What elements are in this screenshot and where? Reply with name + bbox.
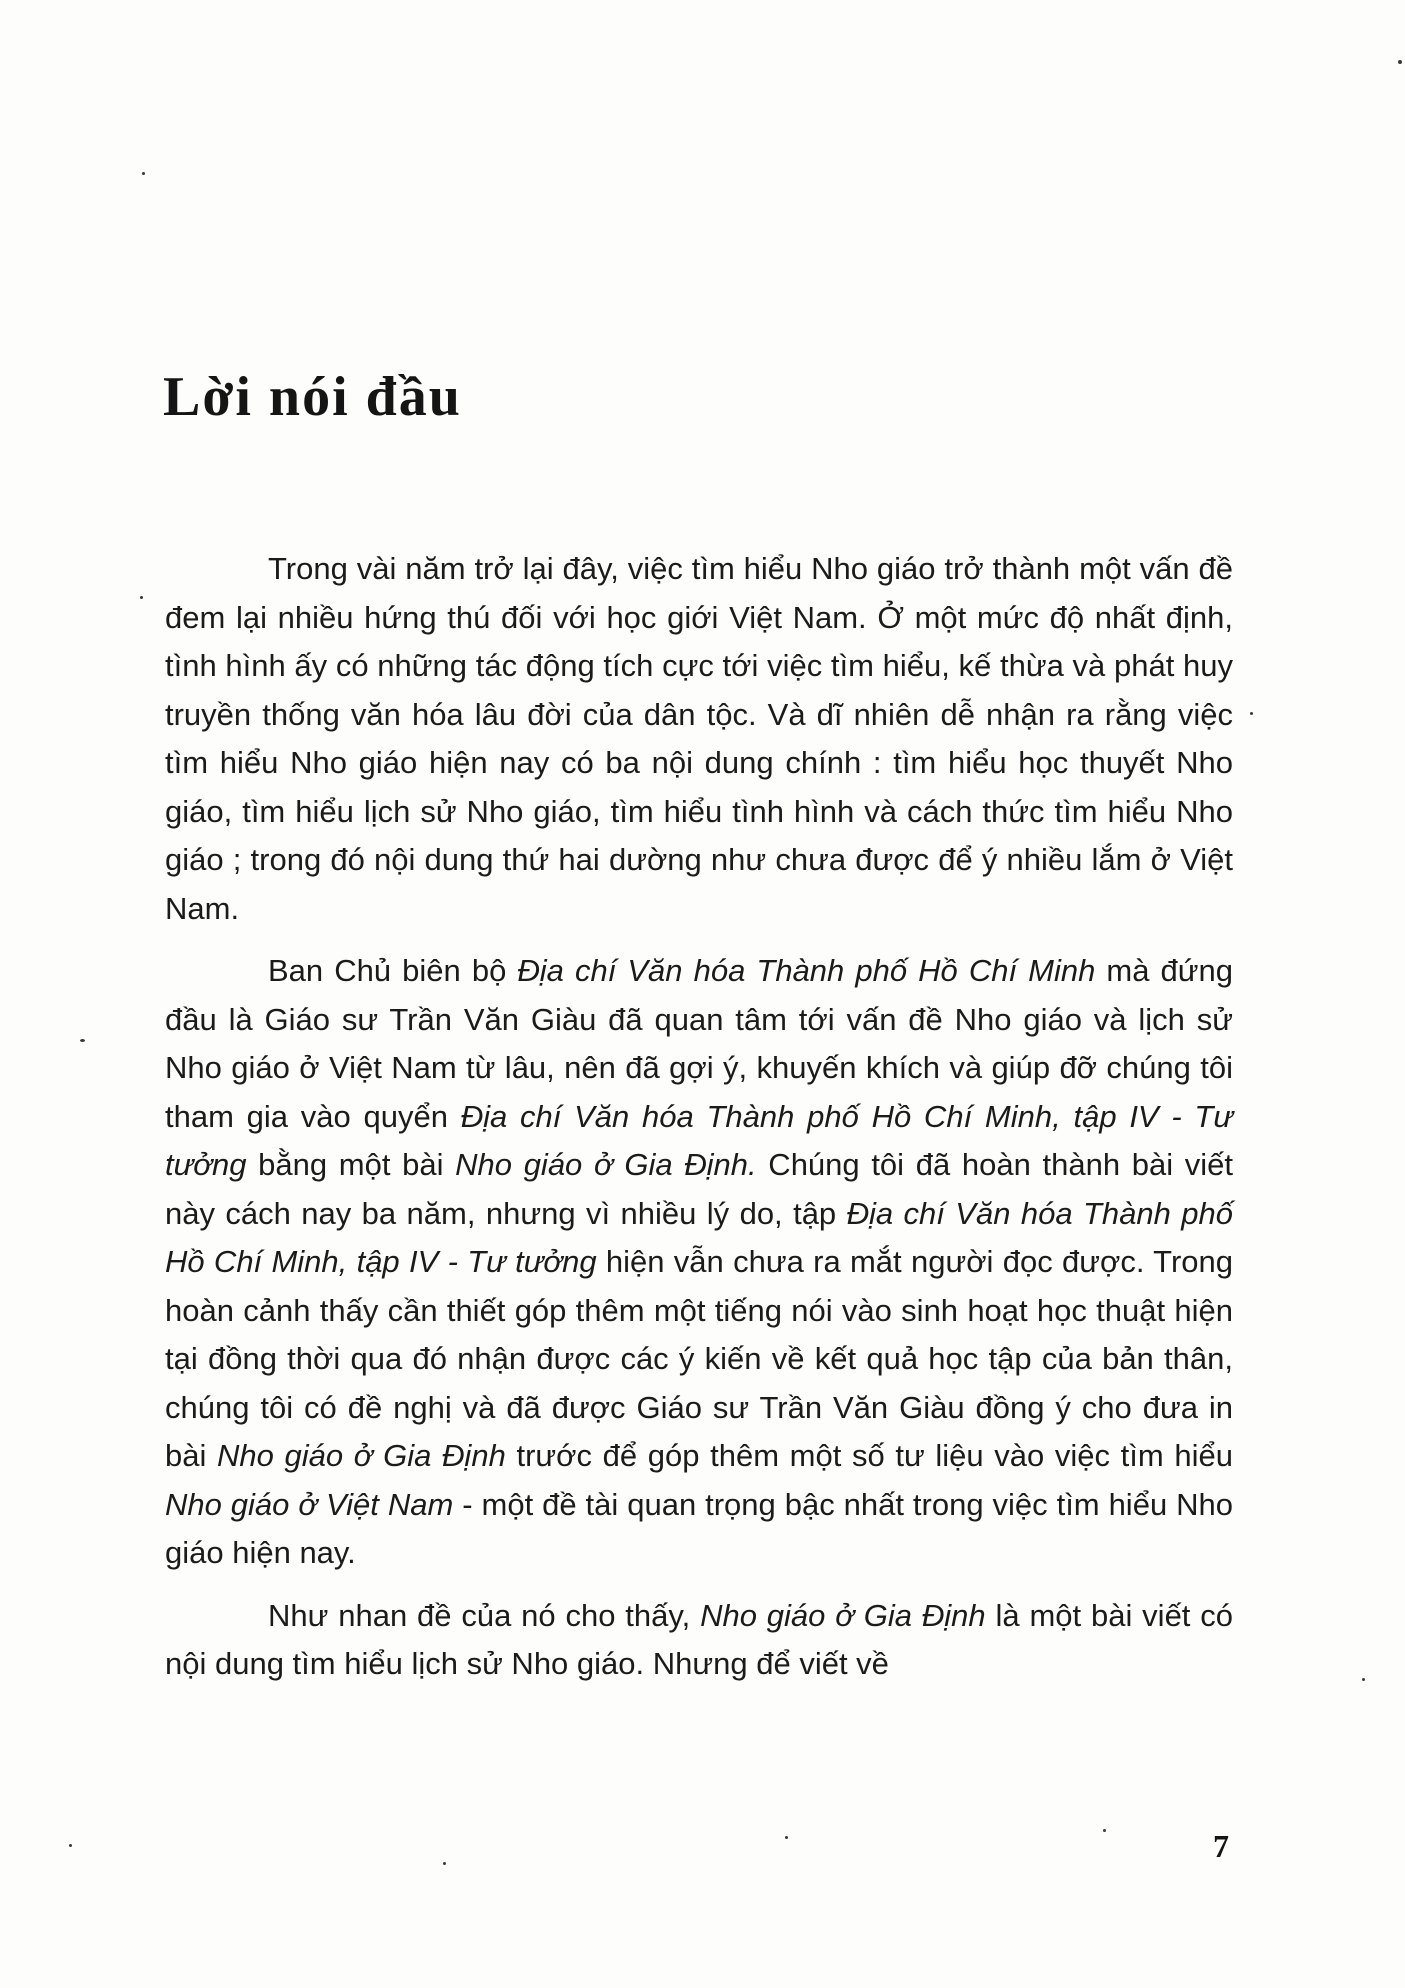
chapter-heading: Lời nói đầu <box>163 366 462 428</box>
body-text <box>165 545 1233 1703</box>
scan-speck <box>140 596 143 599</box>
paragraph-2 <box>165 947 1233 1578</box>
text-span: - một đề tài quan trọng bậc nhất trong việc tìm hiểu Nho giáo hiện nay. <box>165 1486 1233 1570</box>
text-span: mà đứng đầu là Giáo sư Trần Văn Giàu đã quan tâm tới vấn đề Nho giáo và lịch sử Nho giáo ở Việt Nam từ lâu, nên đã gợi ý, khuyến khích và giúp đỡ chúng tôi tham gia vào quyển <box>165 953 1233 1134</box>
italic-title: Nho giáo ở Gia Định. <box>455 1147 757 1182</box>
text-span: Ban Chủ biên bộ <box>268 953 518 988</box>
scan-speck <box>1103 1829 1106 1832</box>
italic-title: Địa chí Văn hóa Thành phố Hồ Chí Minh, tập IV - Tư tưởng <box>165 1098 1233 1182</box>
scan-speck <box>1362 1678 1365 1681</box>
paragraph-1: Trong vài năm trở lại đây, việc tìm hiểu Nho giáo trở thành một vấn đề đem lại nhiều hứng thú đối với học giới Việt Nam. Ở một mức độ nhất định, tình hình ấy có những tác động tích cực tới việc tìm hiểu, kế thừa và phát huy truyền thống văn hóa lâu đời của dân tộc. Và dĩ nhiên dễ nhận ra rằng việc tìm hiểu Nho giáo hiện nay có ba nội dung chính : tìm hiểu học thuyết Nho giáo, tìm hiểu lịch sử Nho giáo, tìm hiểu tình hình và cách thức tìm hiểu Nho giáo ; trong đó nội dung thứ hai dường như chưa được để ý nhiều lắm ở Việt Nam. <box>165 551 1233 926</box>
scan-speck <box>785 1836 788 1839</box>
text-span: là một bài viết có nội dung tìm hiểu lịch sử Nho giáo. Nhưng để viết về <box>165 1597 1233 1681</box>
scan-speck <box>69 1844 72 1847</box>
text-span: hiện vẫn chưa ra mắt người đọc được. Trong hoàn cảnh thấy cần thiết góp thêm một tiếng nói vào sinh hoạt học thuật hiện tại đồng thời qua đó nhận được các ý kiến về kết quả học tập của bản thân, chúng tôi có đề nghị và đã được Giáo sư Trần Văn Giàu đồng ý cho đưa in bài <box>165 1244 1234 1473</box>
scan-speck <box>443 1862 446 1865</box>
italic-title: Địa chí Văn hóa Thành phố Hồ Chí Minh <box>517 953 1096 988</box>
text-span: trước để góp thêm một số tư liệu vào việc tìm hiểu <box>505 1438 1233 1473</box>
text-span: bằng một bài <box>246 1147 456 1182</box>
scan-speck <box>80 1039 85 1042</box>
text-span: Chúng tôi đã hoàn thành bài viết này cách nay ba năm, nhưng vì nhiều lý do, tập <box>165 1147 1234 1231</box>
text-span: Như nhan đề của nó cho thấy, <box>268 1597 701 1633</box>
scan-speck <box>142 172 145 175</box>
italic-title: Địa chí Văn hóa Thành phố Hồ Chí Minh, tập IV - Tư tưởng <box>165 1195 1234 1279</box>
italic-title: Nho giáo ở Gia Định <box>217 1438 506 1473</box>
italic-title: Nho giáo ở Việt Nam <box>165 1486 454 1522</box>
scan-speck <box>1398 60 1402 64</box>
italic-title: Nho giáo ở Gia Định <box>700 1597 986 1633</box>
paragraph-3 <box>165 1592 1233 1689</box>
scan-speck <box>1250 712 1253 715</box>
page-number: 7 <box>1213 1828 1229 1864</box>
